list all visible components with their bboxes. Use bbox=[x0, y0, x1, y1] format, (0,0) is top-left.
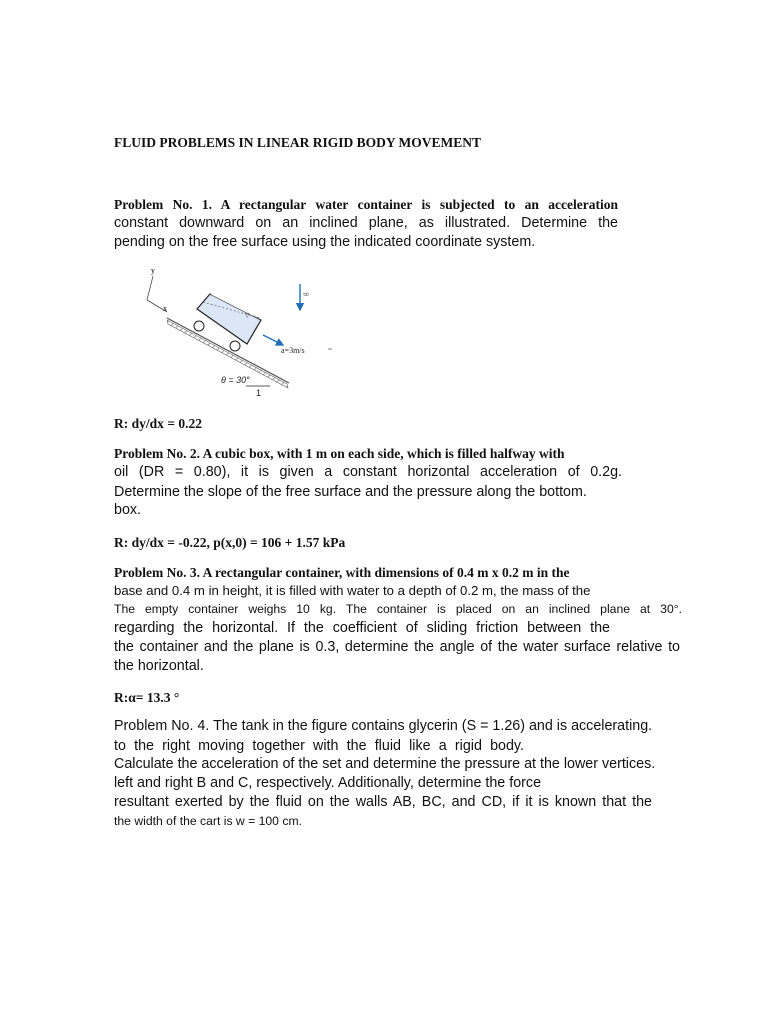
inclined-plane-figure bbox=[135, 262, 340, 402]
problem-4-line-1: Problem No. 4. The tank in the figure contains glycerin (S = 1.26) and is accelerating. bbox=[114, 718, 653, 734]
problem-2-line-1: Problem No. 2. A cubic box, with 1 m on each side, which is filled halfway with bbox=[114, 446, 565, 461]
problem-3-line-4: regarding the horizontal. If the coefficient of sliding friction between the bbox=[114, 620, 610, 636]
acceleration-arrow bbox=[263, 335, 332, 355]
problem-2-line-4: box. bbox=[114, 502, 142, 518]
problem-4-line-2: to the right moving together with the fluid like a rigid body. bbox=[114, 738, 524, 754]
acceleration-label: a=3m/s bbox=[281, 346, 305, 355]
problem-3-line-2: base and 0.4 m in height, it is filled with water to a depth of 0.2 m, the mass of the bbox=[114, 583, 591, 598]
problem-4-line-3: Calculate the acceleration of the set and determine the pressure at the lower vertices. bbox=[114, 756, 656, 772]
problem-4-line-6: the width of the cart is w = 100 cm. bbox=[114, 814, 302, 828]
problem-2-line-3: Determine the slope of the free surface and the pressure along the bottom. bbox=[114, 484, 587, 500]
problem-3-line-6: the horizontal. bbox=[114, 658, 204, 674]
problem-1-line-2: constant downward on an inclined plane, as illustrated. Determine the bbox=[114, 215, 618, 231]
angle-label: θ = 30° bbox=[221, 375, 250, 385]
document-title: FLUID PROBLEMS IN LINEAR RIGID BODY MOVEMENT bbox=[114, 135, 482, 150]
x-axis-label: x bbox=[163, 304, 167, 313]
problem-1-line-1: Problem No. 1. A rectangular water container is subjected to an acceleration bbox=[114, 197, 618, 212]
problem-2-answer: R: dy/dx = -0.22, p(x,0) = 106 + 1.57 kPa bbox=[114, 535, 346, 550]
problem-4-line-4: left and right B and C, respectively. Additionally, determine the force bbox=[114, 775, 542, 791]
incline-angle bbox=[221, 375, 270, 398]
problem-3-line-3: The empty container weighs 10 kg. The container is placed on an inclined plane at 30°. bbox=[114, 602, 682, 616]
svg-text:▽: ▽ bbox=[245, 313, 250, 319]
gravity-arrow bbox=[300, 284, 309, 310]
problem-1-answer: R: dy/dx = 0.22 bbox=[114, 416, 202, 431]
problem-3-answer: R:α= 13.3 ° bbox=[114, 690, 180, 705]
problem-3-line-5: the container and the plane is 0.3, determine the angle of the water surface relative to bbox=[114, 639, 680, 655]
problem-2-line-2: oil (DR = 0.80), it is given a constant horizontal acceleration of 0.2g. bbox=[114, 464, 622, 480]
problem-4-line-5: resultant exerted by the fluid on the walls AB, BC, and CD, if it is known that the bbox=[114, 794, 652, 810]
problem-3-line-1: Problem No. 3. A rectangular container, with dimensions of 0.4 m x 0.2 m in the bbox=[114, 565, 570, 580]
y-axis-label: y bbox=[151, 266, 155, 275]
gravity-label: g bbox=[301, 292, 309, 296]
problem-1-line-3: pending on the free surface using the indicated coordinate system. bbox=[114, 234, 536, 250]
slope-run-label: 1 bbox=[256, 388, 262, 398]
coordinate-axes bbox=[147, 266, 167, 313]
